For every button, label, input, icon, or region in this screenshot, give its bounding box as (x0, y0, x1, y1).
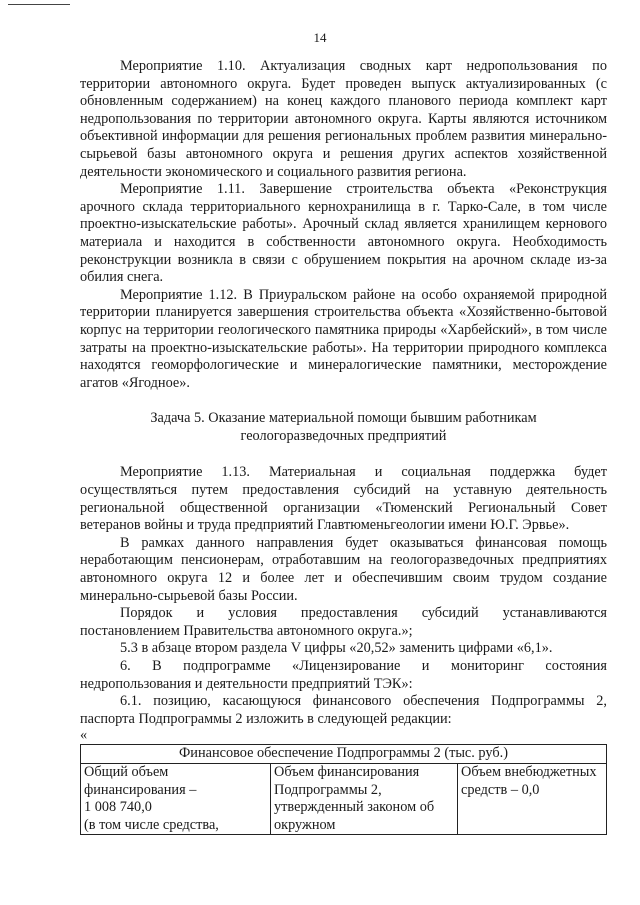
cell-line: 1 008 740,0 (84, 799, 152, 816)
task-5-heading-line1: Задача 5. Оказание материальной помощи бывшим работникам (150, 410, 537, 427)
cell-line: финансирования – (84, 781, 197, 798)
table-cell-total (81, 763, 271, 834)
cell-line: (в том числе средства, (84, 816, 219, 833)
cell-line: средств – 0,0 (461, 781, 540, 798)
table-cell-subprogram (271, 763, 458, 834)
paragraph-subsidy-order: Порядок и условия предоставления субсидий устанавливаются постановлением Правительства автономного округа.»; (80, 605, 607, 639)
paragraph-5-3: 5.3 в абзаце втором раздела V цифры «20,52» заменить цифрами «6,1». (120, 640, 553, 657)
document-body (80, 58, 607, 835)
table-cell-extrabudget (458, 763, 607, 834)
table-row (81, 763, 607, 834)
top-rule (8, 4, 70, 5)
task-5-heading (80, 410, 607, 445)
paragraph-financial-help: В рамках данного направления будет оказываться финансовая помощь неработающим пенсионерам, отработавшим на геологоразведочных предприятиях автономного округа 12 и более лет и обеспечившим своим трудом создание минерально-сырьевой базы России. (80, 534, 607, 604)
paragraph-6: 6. В подпрограмме «Лицензирование и мониторинг состояния недропользования и деятельности предприятий ТЭК»: (80, 658, 607, 692)
cell-line: Объем финансирования (274, 763, 420, 780)
financing-table (80, 744, 607, 835)
table-header-row (81, 745, 607, 764)
paragraph-measure-1-11: Мероприятие 1.11. Завершение строительства объекта «Реконструкция арочного склада территориального кернохранилища в г. Тарко-Сале, в том числе проектно-изыскательские работы». Арочный склад является хранилищем кернового материала и находится в собственности автономного округа. Необходимость реконструкции возникла в связи с обрушением покрытия на арочном складе из-за обилия снега. (80, 181, 607, 286)
cell-line: Объем внебюджетных (461, 763, 597, 780)
paragraph-measure-1-12: Мероприятие 1.12. В Приуральском районе на особо охраняемой природной территории планируется завершения строительства объекта «Хозяйственно-бытовой корпус на территории геологического памятника природы «Харбейский», в том числе затраты на проектно-изыскательские работы». На территории природного комплекса находятся геоморфологические и минералогические памятники, месторождение агатов «Ягодное». (80, 286, 607, 391)
opening-quote: « (80, 727, 88, 744)
page-number: 14 (313, 30, 327, 45)
table-header-cell: Финансовое обеспечение Подпрограммы 2 (тыс. руб.) (81, 745, 607, 764)
paragraph-measure-1-13: Мероприятие 1.13. Материальная и социальная поддержка будет осуществляться путем предоставления субсидий на уставную деятельность региональной общественной организации «Тюменский Региональный Совет ветеранов войны и труда предприятий Главтюменьгеологии имени Ю.Г. Эрвье». (80, 464, 607, 534)
paragraph-measure-1-10: Мероприятие 1.10. Актуализация сводных карт недропользования по территории автономного округа. Будет проведен выпуск актуализированных (с обновленным содержанием) на конец каждого планового периода комплект карт недропользования по территории автономного округа. Карты являются источником объективной информации для решения региональных проблем развития минерально-сырьевой базы автономного округа и решения других аспектов хозяйственной деятельности экономического и социального развития региона. (80, 58, 607, 180)
cell-line: Подпрограммы 2, (274, 781, 382, 798)
task-5-heading-line2: геологоразведочных предприятий (240, 427, 447, 444)
paragraph-6-1: 6.1. позицию, касающуюся финансового обеспечения Подпрограммы 2, паспорта Подпрограммы 2 изложить в следующей редакции: (80, 693, 607, 727)
cell-line: Общий объем (84, 763, 169, 780)
cell-line: утвержденный законом об (274, 799, 435, 816)
cell-line: окружном (274, 816, 336, 833)
